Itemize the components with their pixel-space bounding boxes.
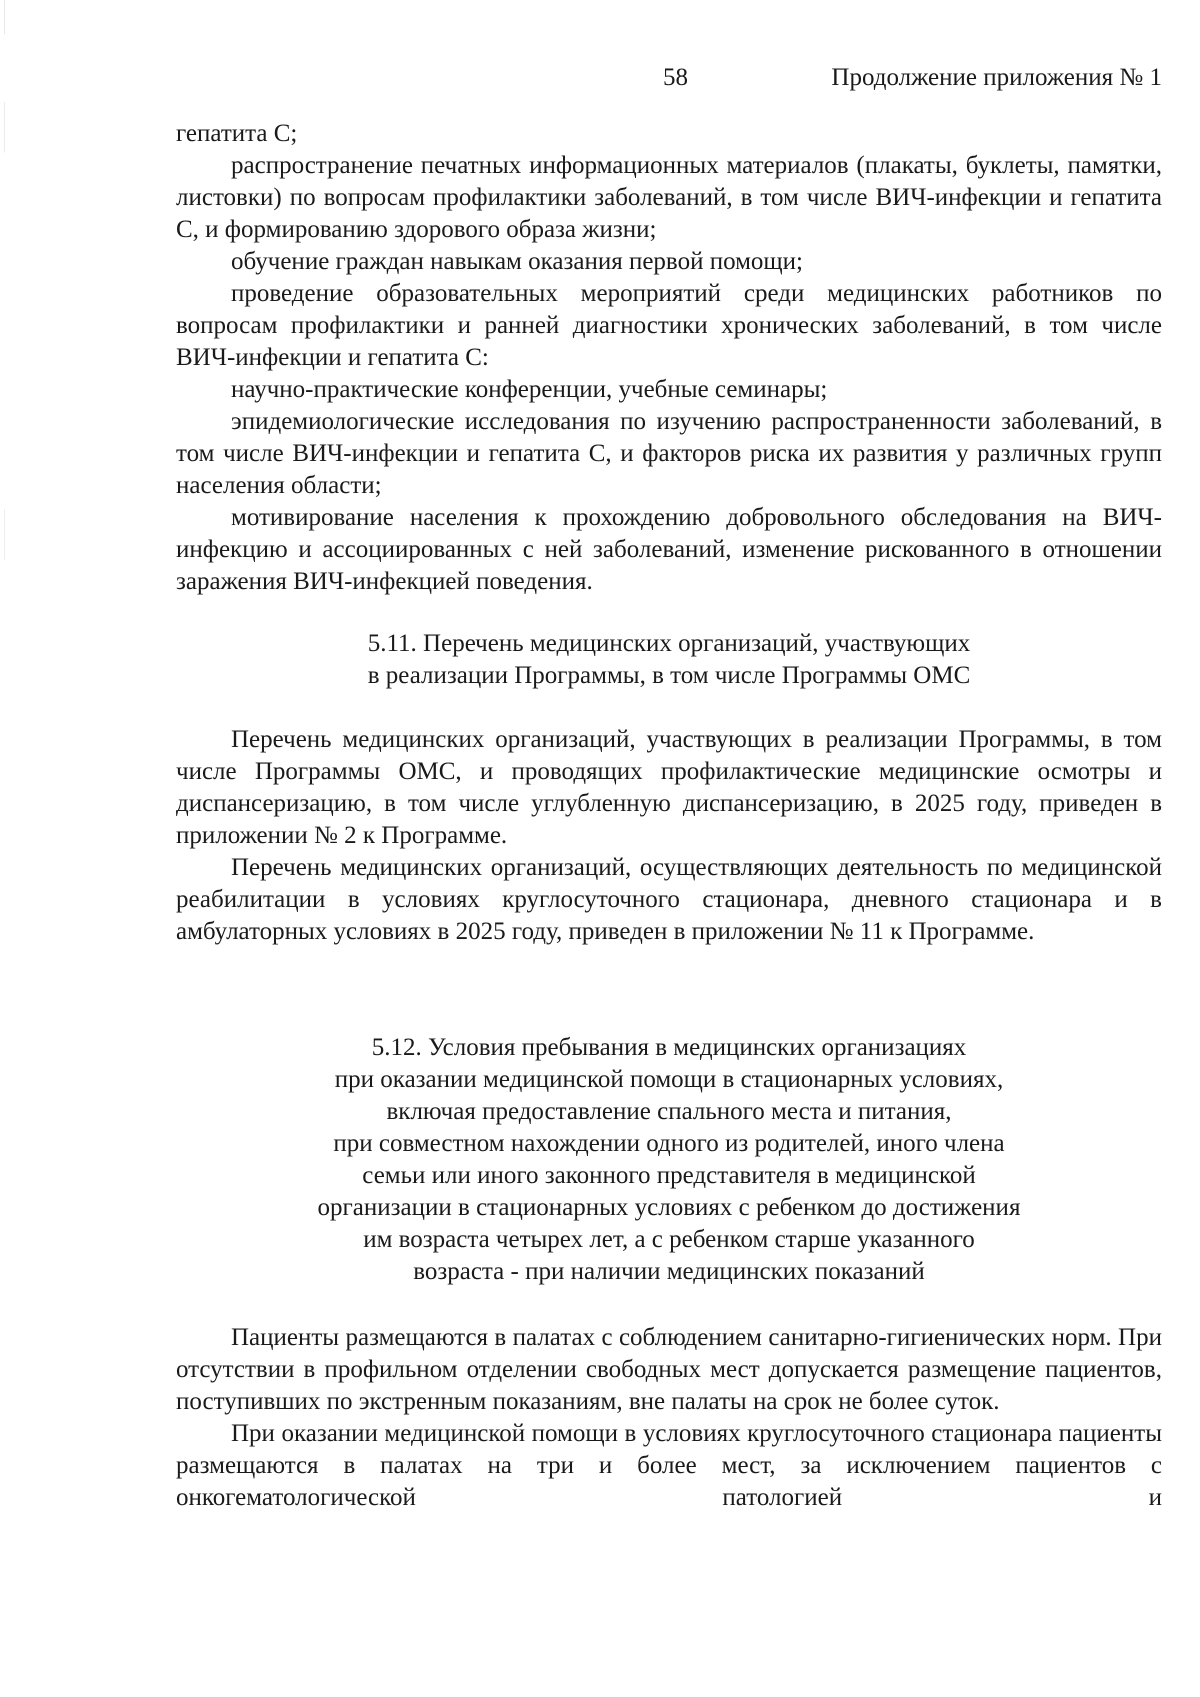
heading-line: 5.11. Перечень медицинских организаций, участвующих — [367, 630, 971, 657]
scan-edge — [4, 0, 5, 1697]
heading-line: организации в стационарных условиях с ребенком до достижения — [317, 1194, 1021, 1221]
heading-line: 5.12. Условия пребывания в медицинских организациях — [371, 1034, 967, 1061]
section-heading-5-12 — [176, 1032, 1162, 1288]
paragraph-intro-5: эпидемиологические исследования по изучению распространенности заболеваний, в том числе ВИЧ-инфекции и гепатита С, и факторов риска их развития у различных групп населения области; — [176, 408, 1162, 499]
spacer — [176, 1288, 1162, 1322]
section-heading-5-11 — [176, 628, 1162, 692]
spacer — [176, 692, 1162, 724]
paragraph-intro-4: научно-практические конференции, учебные семинары; — [231, 376, 828, 403]
heading-line: включая предоставление спального места и питания, — [386, 1098, 952, 1125]
heading-line: в реализации Программы, в том числе Программы ОМС — [367, 662, 971, 689]
paragraph-5-12-0: Пациенты размещаются в палатах с соблюдением санитарно-гигиенических норм. При отсутствии в профильном отделении свободных мест допускается размещение пациентов, поступивших по экстренным показаниям, вне палаты на срок не более суток. — [176, 1324, 1162, 1415]
paragraph-5-11-0: Перечень медицинских организаций, участвующих в реализации Программы, в том числе Программы ОМС, и проводящих профилактические медицинские осмотры и диспансеризацию, в том числе углубленную диспансеризацию, в 2025 году, приведен в приложении № 2 к Программе. — [176, 726, 1162, 849]
paragraph-intro-3: проведение образовательных мероприятий среди медицинских работников по вопросам профилактики и ранней диагностики хронических заболеваний, в том числе ВИЧ-инфекции и гепатита С: — [176, 280, 1162, 371]
paragraph-intro-2: обучение граждан навыкам оказания первой помощи; — [231, 248, 803, 275]
spacer — [176, 948, 1162, 1032]
heading-line: им возраста четырех лет, а с ребенком старше указанного — [363, 1226, 975, 1253]
paragraph-intro-1: распространение печатных информационных материалов (плакаты, буклеты, памятки, листовки) по вопросам профилактики заболеваний, в том числе ВИЧ-инфекции и гепатита С, и формированию здорового образа жизни; — [176, 152, 1162, 243]
heading-line: при совместном нахождении одного из родителей, иного члена — [333, 1130, 1005, 1157]
paragraph-intro-0: гепатита С; — [176, 120, 298, 147]
paragraph-5-12-1: При оказании медицинской помощи в условиях круглосуточного стационара пациенты размещаются в палатах на три и более мест, за исключением пациентов с онкогематологической патологией и — [176, 1420, 1162, 1511]
document-body — [176, 118, 1162, 1514]
heading-line: семьи или иного законного представителя в медицинской — [362, 1162, 976, 1189]
continuation-label: Продолжение приложения № 1 — [831, 64, 1162, 91]
heading-line: при оказании медицинской помощи в стационарных условиях, — [334, 1066, 1004, 1093]
paragraph-intro-6: мотивирование населения к прохождению добровольного обследования на ВИЧ-инфекцию и ассоциированных с ней заболеваний, изменение рискованного в отношении заражения ВИЧ-инфекцией поведения. — [176, 504, 1162, 595]
heading-line: возраста - при наличии медицинских показаний — [413, 1258, 925, 1285]
page-header — [176, 62, 1162, 94]
page-number: 58 — [663, 64, 688, 91]
paragraph-5-11-1: Перечень медицинских организаций, осуществляющих деятельность по медицинской реабилитации в условиях круглосуточного стационара, дневного стационара и в амбулаторных условиях в 2025 году, приведен в приложении № 11 к Программе. — [176, 854, 1162, 945]
spacer — [176, 598, 1162, 628]
